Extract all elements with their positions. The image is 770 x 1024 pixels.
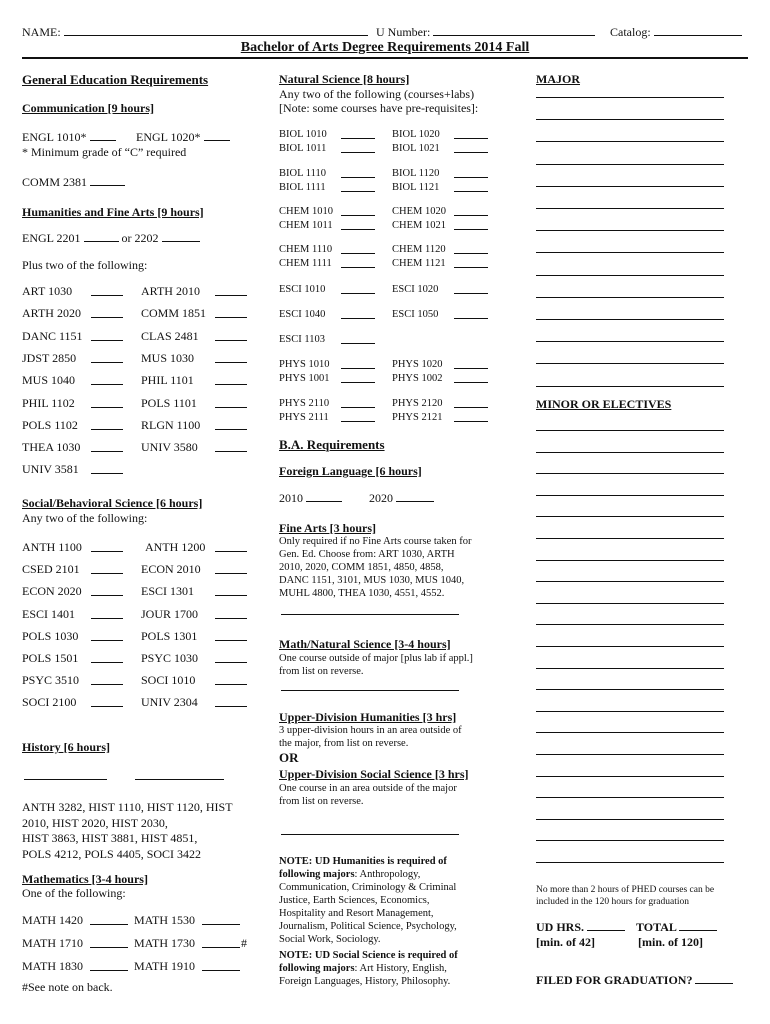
course-code: SOCI 1010 [141,673,196,688]
course-blank[interactable] [91,384,123,385]
social-title: Social/Behavioral Science [6 hours] [22,496,203,510]
course-blank[interactable] [91,407,123,408]
course-code: CHEM 1111 [279,257,332,269]
math-natural-line: from list on reverse. [279,666,364,677]
course-blank[interactable] [454,421,488,422]
course-code: BIOL 1020 [392,129,440,140]
minor-course-blank[interactable] [536,754,724,755]
unumber-field[interactable] [433,25,595,36]
minor-course-blank[interactable] [536,732,724,733]
course-code: MATH 1830 [22,959,84,973]
course-code: POLS 1102 [22,417,78,432]
filed-blank[interactable] [695,973,733,984]
course-blank[interactable] [341,215,375,216]
note-line: following majors: Anthropology, [279,869,421,880]
course-code: CHEM 1110 [279,244,333,255]
course-blank[interactable] [341,177,375,178]
course-code: CHEM 1011 [279,219,333,231]
page-title: Bachelor of Arts Degree Requirements 2014 Fall [240,40,530,55]
course-blank[interactable] [454,229,488,230]
math-natural-title: Math/Natural Science [3-4 hours] [279,637,451,651]
course-code: POLS 1030 [22,628,79,643]
course-blank[interactable] [215,317,247,318]
ud-humanities-description [279,724,462,750]
course-code: ESCI 1040 [279,309,326,320]
course-blank[interactable] [215,618,247,619]
math-title: Mathematics [3-4 hours] [22,872,148,886]
course-blank[interactable] [454,253,488,254]
total-hours-blank[interactable] [679,920,717,931]
course-code: MATH 1710 [22,936,84,950]
major-course-blank[interactable] [536,230,724,231]
course-code: ANTH 1200 [145,540,206,554]
course-blank[interactable] [454,293,488,294]
minor-course-blank[interactable] [536,862,724,863]
minor-course-blank[interactable] [536,840,724,841]
course-blank[interactable] [90,924,128,925]
minor-course-blank[interactable] [536,560,724,561]
unumber-label: U Number: [376,25,595,39]
course-blank[interactable] [341,229,375,230]
note-line: Hospitality and Resort Management, [279,908,434,919]
major-course-blank[interactable] [536,386,724,387]
course-code: ART 1030 [22,284,73,298]
course-blank[interactable] [215,295,247,296]
course-blank[interactable] [454,215,488,216]
grade-note: * Minimum grade of “C” required [22,145,187,159]
ba-requirements-title: B.A. Requirements [279,437,385,452]
course-code: PHIL 1102 [22,395,75,410]
course-blank[interactable] [91,429,123,430]
course-blank[interactable] [91,640,123,641]
course-code: JDST 2850 [22,350,77,365]
ud-humanities-title: Upper-Division Humanities [3 hrs] [279,710,457,724]
comm-2381-blank[interactable] [90,175,125,186]
minor-course-blank[interactable] [536,516,724,517]
course-blank[interactable] [215,684,247,685]
course-blank[interactable] [215,573,247,574]
course-code: BIOL 1011 [279,142,327,154]
ud-humanities-line: 3 upper-division hours in an area outside of [279,725,462,736]
minor-course-blank[interactable] [536,776,724,777]
course-code: ESCI 1401 [22,606,76,621]
total-hours-item: TOTAL [636,920,717,934]
course-code: COMM 1851 [141,306,207,321]
note-line: Social Work, Sociology. [279,934,381,945]
course-blank[interactable] [215,451,247,452]
course-blank[interactable] [91,595,123,596]
humanities-title: Humanities and Fine Arts [9 hours] [22,205,204,219]
minor-course-blank[interactable] [536,819,724,820]
course-blank[interactable] [91,684,123,685]
course-code: BIOL 1111 [279,181,326,193]
course-code: CHEM 1010 [279,206,333,217]
major-title: MAJOR [536,72,580,86]
plus-two-note: Plus two of the following: [22,258,148,272]
course-code: PHYS 1020 [392,359,443,370]
course-code: CHEM 1020 [392,206,446,217]
engl-1010-item: ENGL 1010* [22,130,116,144]
ud-social-line: from list on reverse. [279,796,364,807]
course-code: CHEM 1120 [392,244,446,255]
note-line: NOTE: UD Humanities is required of [279,856,447,867]
course-blank[interactable] [202,924,240,925]
course-blank[interactable] [215,362,247,363]
course-blank[interactable] [341,267,375,268]
course-code: BIOL 1021 [392,142,440,154]
course-code: PHYS 1001 [279,372,330,384]
course-blank[interactable] [91,551,123,552]
course-blank[interactable] [341,138,375,139]
phed-note-line: included in the 120 hours for graduation [536,897,690,907]
major-course-blank[interactable] [536,341,724,342]
ud-blank[interactable] [281,834,459,835]
course-code: PHYS 1002 [392,372,443,384]
gen-ed-title: General Education Requirements [22,72,209,87]
course-code: ARTH 2010 [141,284,200,298]
major-course-blank[interactable] [536,297,724,298]
course-blank[interactable] [202,947,240,948]
course-blank[interactable] [215,407,247,408]
course-blank[interactable] [454,177,488,178]
fine-arts-line: 2010, 2020, COMM 1851, 4850, 4858, [279,562,444,573]
ud-min-note: [min. of 42] [536,935,595,949]
minor-course-blank[interactable] [536,538,724,539]
catalog-field[interactable] [654,25,742,36]
foreign-2010-blank[interactable] [306,491,342,502]
course-blank[interactable] [341,407,375,408]
course-blank[interactable] [90,970,128,971]
name-field[interactable] [64,25,368,36]
fine-arts-line: Only required if no Fine Arts course taken for [279,536,472,547]
major-course-blank[interactable] [536,164,724,165]
history-blank-2[interactable] [135,779,224,780]
course-blank[interactable] [215,551,247,552]
course-blank[interactable] [454,138,488,139]
course-blank[interactable] [341,343,375,344]
course-code: ESCI 1301 [141,584,195,599]
major-course-blank[interactable] [536,208,724,209]
filed-for-graduation: FILED FOR GRADUATION? [536,973,733,987]
foreign-2020-item: 2020 [369,491,434,505]
ud-social-line: One course in an area outside of the major [279,783,457,794]
note-line: Journalism, Political Science, Psychology, [279,921,457,932]
fine-arts-title: Fine Arts [3 hours] [279,521,376,535]
course-code: PHYS 1010 [279,359,330,370]
name-label: NAME: [22,25,368,39]
course-blank[interactable] [341,421,375,422]
major-course-blank[interactable] [536,141,724,142]
course-code: ECON 2020 [22,584,82,599]
course-code: ESCI 1020 [392,284,439,295]
math-one-of-note: One of the following: [22,886,126,900]
course-code: ESCI 1010 [279,284,326,295]
major-course-blank[interactable] [536,319,724,320]
course-code: ESCI 1050 [392,309,439,320]
course-code: BIOL 1010 [279,129,327,140]
minor-course-blank[interactable] [536,430,724,431]
math-footnote: #See note on back. [22,980,113,994]
engl-2201-item: ENGL 2201 or 2202 [22,231,200,245]
course-code: POLS 1501 [22,651,79,665]
major-course-blank[interactable] [536,275,724,276]
fine-arts-line: DANC 1151, 3101, MUS 1030, MUS 1040, [279,575,465,586]
history-course-list [22,800,233,862]
natural-science-title: Natural Science [8 hours] [279,72,410,86]
ud-humanities-note [279,855,457,946]
course-code: MATH 1530 [134,913,196,927]
major-course-blank[interactable] [536,363,724,364]
course-code: PHYS 2110 [279,398,330,409]
ud-social-note [279,949,458,988]
course-blank[interactable] [215,384,247,385]
ud-humanities-line: the major, from list on reverse. [279,738,409,749]
course-blank[interactable] [341,253,375,254]
header-rule [22,57,748,59]
course-blank[interactable] [215,662,247,663]
course-blank[interactable] [215,640,247,641]
course-blank[interactable] [91,618,123,619]
major-course-blank[interactable] [536,252,724,253]
course-code: UNIV 3580 [141,440,198,455]
course-code: MUS 1030 [141,350,195,365]
course-code: ANTH 1100 [22,540,82,554]
or-separator: OR [279,750,299,765]
minor-course-blank[interactable] [536,668,724,669]
course-code: ESCI 1103 [279,334,325,345]
course-blank[interactable] [215,429,247,430]
course-code: JOUR 1700 [141,606,199,621]
engl-2201-blank[interactable] [84,231,119,242]
ud-hours-blank[interactable] [587,920,625,931]
history-line: ANTH 3282, HIST 1110, HIST 1120, HIST [22,800,233,814]
course-code: RLGN 1100 [141,417,201,432]
course-code: CLAS 2481 [141,328,199,343]
course-code: POLS 1101 [141,395,197,410]
course-code: PSYC 3510 [22,673,80,688]
history-line: 2010, HIST 2020, HIST 2030, [22,815,168,830]
course-blank[interactable] [215,340,247,341]
course-blank[interactable] [91,706,123,707]
major-course-blank[interactable] [536,119,724,120]
note-line: Communication, Criminology & Criminal [279,882,457,893]
phed-note [536,884,714,908]
course-blank[interactable] [202,970,240,971]
minor-course-blank[interactable] [536,473,724,474]
math-natural-blank[interactable] [281,690,459,691]
course-blank[interactable] [91,662,123,663]
social-any-two-note: Any two of the following: [22,511,148,525]
course-code: DANC 1151 [22,328,83,343]
course-blank[interactable] [91,362,123,363]
total-min-note: [min. of 120] [638,935,703,949]
course-blank[interactable] [341,152,375,153]
minor-course-blank[interactable] [536,581,724,582]
course-code: UNIV 3581 [22,462,79,477]
minor-course-blank[interactable] [536,624,724,625]
course-blank[interactable] [454,267,488,268]
course-code: ECON 2010 [141,562,201,577]
note-line: following majors: Art History, English, [279,963,447,974]
course-blank[interactable] [341,382,375,383]
foreign-2020-blank[interactable] [396,491,434,502]
fine-arts-line: MUHL 4800, THEA 1030, 4551, 4552. [279,588,445,599]
major-course-blank[interactable] [536,186,724,187]
course-blank[interactable] [341,318,375,319]
course-blank[interactable] [454,368,488,369]
minor-electives-title: MINOR OR ELECTIVES [536,397,672,411]
course-blank[interactable] [91,473,123,474]
course-code: CHEM 1021 [392,219,446,231]
course-code: ARTH 2020 [22,306,81,321]
note-line: Justice, Earth Sciences, Economics, [279,895,430,906]
minor-course-blank[interactable] [536,452,724,453]
fine-arts-line: Gen. Ed. Choose from: ART 1030, ARTH [279,549,455,560]
minor-course-blank[interactable] [536,646,724,647]
course-code: MUS 1040 [22,373,76,388]
course-code: CSED 2101 [22,562,80,577]
course-blank[interactable] [341,368,375,369]
engl-2202-blank[interactable] [162,231,200,242]
minor-course-blank[interactable] [536,495,724,496]
foreign-language-title: Foreign Language [6 hours] [279,464,422,478]
course-blank[interactable] [454,152,488,153]
comm-2381-item: COMM 2381 [22,175,125,189]
communication-title: Communication [9 hours] [22,101,155,115]
minor-course-blank[interactable] [536,689,724,690]
course-code: CHEM 1121 [392,257,446,269]
course-blank[interactable] [91,451,123,452]
natural-science-line-1: Any two of the following (courses+labs) [279,87,475,101]
course-blank[interactable] [454,382,488,383]
history-line: POLS 4212, POLS 4405, SOCI 3422 [22,846,202,861]
minor-course-blank[interactable] [536,797,724,798]
course-blank[interactable] [341,293,375,294]
course-blank[interactable] [91,295,123,296]
note-line: Foreign Languages, History, Philosophy. [279,976,451,987]
ud-social-description [279,782,457,808]
course-code: BIOL 1120 [392,168,440,179]
engl-1020-item: ENGL 1020* [136,130,230,144]
course-code: SOCI 2100 [22,695,77,710]
course-code: UNIV 2304 [141,695,198,710]
course-code: MATH 1730 [134,936,196,950]
course-blank[interactable] [91,573,123,574]
note-line: NOTE: UD Social Science is required of [279,950,458,961]
course-code: MATH 1910 [134,959,196,973]
history-blank-1[interactable] [24,779,107,780]
course-blank[interactable] [341,191,375,192]
course-blank[interactable] [91,340,123,341]
phed-note-line: No more than 2 hours of PHED courses can be [536,885,715,895]
history-line: HIST 3863, HIST 3881, HIST 4851, [22,831,198,845]
course-code: PHIL 1101 [141,373,194,388]
course-code: PSYC 1030 [141,651,199,665]
course-blank[interactable] [91,317,123,318]
math-natural-description [279,652,473,678]
course-code: BIOL 1110 [279,168,326,179]
math-natural-line: One course outside of major [plus lab if appl.] [279,653,473,664]
catalog-label: Catalog: [610,25,742,39]
minor-course-blank[interactable] [536,711,724,712]
fine-arts-description [279,535,471,600]
ud-social-title: Upper-Division Social Science [3 hrs] [279,767,469,781]
foreign-2010-item: 2010 [279,491,342,505]
fine-arts-blank[interactable] [281,614,459,615]
major-course-blank[interactable] [536,97,724,98]
ud-hours-item: UD HRS. [536,920,625,934]
engl-1010-blank[interactable] [90,130,116,141]
footnote-mark: # [241,936,247,950]
engl-1020-blank[interactable] [204,130,230,141]
course-code: POLS 1301 [141,628,198,643]
course-code: PHYS 2121 [392,411,443,423]
course-blank[interactable] [215,595,247,596]
minor-course-blank[interactable] [536,603,724,604]
course-blank[interactable] [454,407,488,408]
course-code: BIOL 1121 [392,181,440,193]
history-title: History [6 hours] [22,740,110,754]
course-blank[interactable] [454,191,488,192]
natural-science-line-2: [Note: some courses have pre-requisites]: [279,101,479,115]
course-code: MATH 1420 [22,913,84,927]
course-code: PHYS 2111 [279,411,329,423]
course-blank[interactable] [454,318,488,319]
course-code: PHYS 2120 [392,398,443,409]
course-blank[interactable] [215,706,247,707]
course-blank[interactable] [90,947,128,948]
course-code: THEA 1030 [22,440,81,455]
